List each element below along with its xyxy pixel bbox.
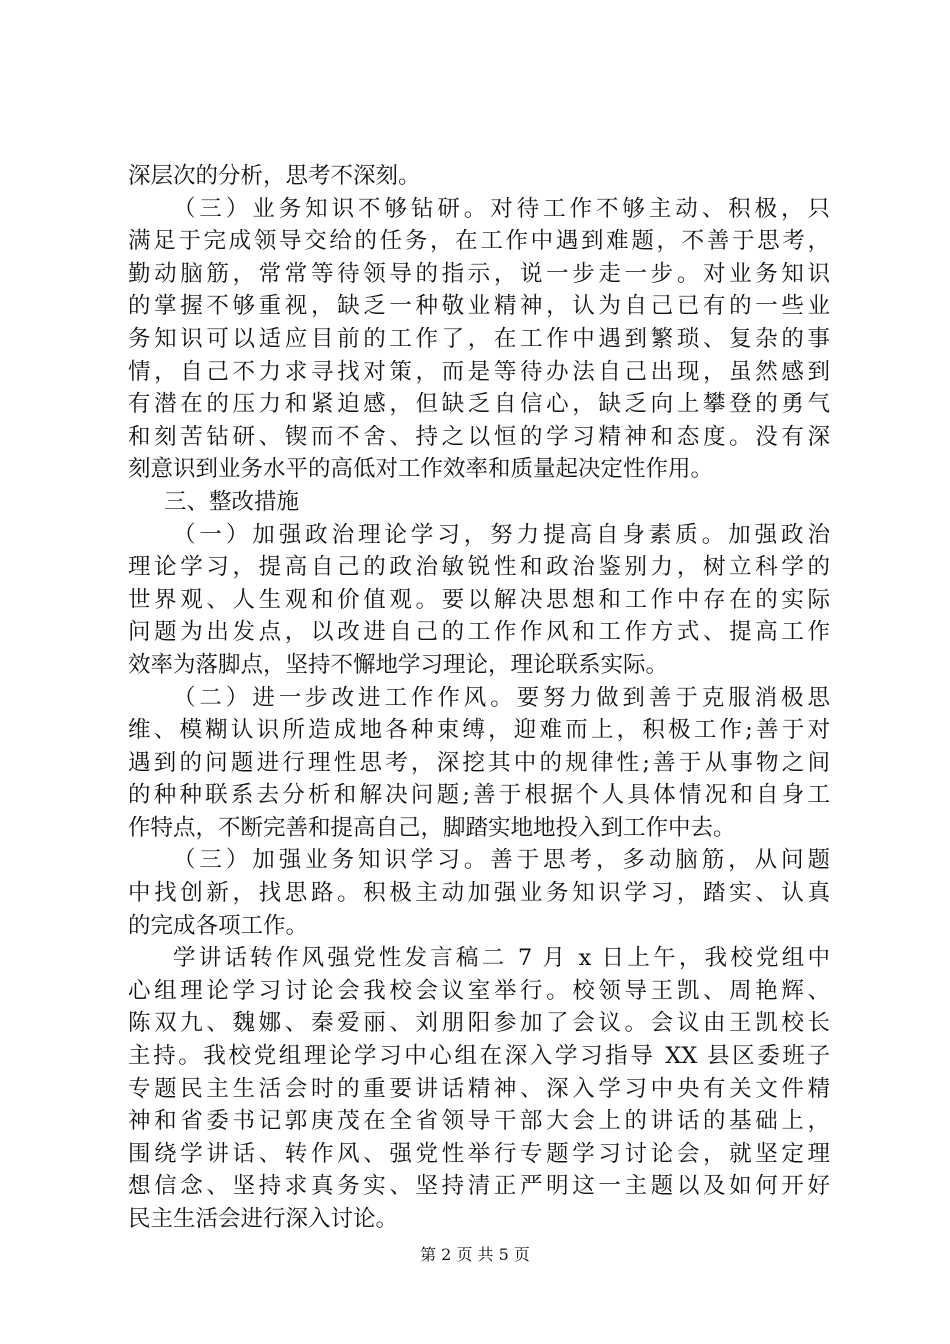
paragraph-line: 作特点，不断完善和提高自己，脚踏实地地投入到工作中去。 xyxy=(128,814,736,841)
paragraph-line: 有潜在的压力和紧迫感，但缺乏自信心，缺乏向上攀登的勇气 xyxy=(128,391,830,418)
paragraph-line: 的掌握不够重视，缺乏一种敬业精神，认为自己已有的一些业 xyxy=(128,293,830,320)
paragraph-line: 刻意识到业务水平的高低对工作效率和质量起决定性作用。 xyxy=(128,456,714,483)
section-heading: 三、整改措施 xyxy=(164,488,300,515)
paragraph-line: 务知识可以适应目前的工作了，在工作中遇到繁琐、复杂的事 xyxy=(128,325,830,352)
paragraph-line: （二）进一步改进工作作风。要努力做到善于克服消极思 xyxy=(173,684,830,711)
paragraph-line: 心组理论学习讨论会我校会议室举行。校领导王凯、周艳辉、 xyxy=(128,977,830,1004)
paragraph-line: 情，自己不力求寻找对策，而是等待办法自己出现，虽然感到 xyxy=(128,358,830,385)
paragraph-line: 围绕学讲话、转作风、强党性举行专题学习讨论会，就坚定理 xyxy=(128,1140,830,1167)
paragraph-line: （三）加强业务知识学习。善于思考，多动脑筋，从问题 xyxy=(173,847,830,874)
paragraph-line: 陈双九、魏娜、秦爱丽、刘朋阳参加了会议。会议由王凯校长 xyxy=(128,1010,830,1037)
paragraph-line: 主持。我校党组理论学习中心组在深入学习指导 XX 县区委班子 xyxy=(128,1043,830,1070)
paragraph-line: 维、模糊认识所造成地各种束缚，迎难而上，积极工作;善于对 xyxy=(128,717,830,744)
paragraph-line: 想信念、坚持求真务实、坚持清正严明这一主题以及如何开好 xyxy=(128,1173,830,1200)
paragraph-line: 勤动脑筋，常常等待领导的指示，说一步走一步。对业务知识 xyxy=(128,260,830,287)
document-body xyxy=(128,160,830,1236)
paragraph-line: 世界观、人生观和价值观。要以解决思想和工作中存在的实际 xyxy=(128,586,830,613)
paragraph-line: 和刻苦钻研、锲而不舍、持之以恒的学习精神和态度。没有深 xyxy=(128,423,830,450)
paragraph-line: 神和省委书记郭庚茂在全省领导干部大会上的讲话的基础上， xyxy=(128,1108,830,1135)
paragraph-line: 中找创新，找思路。积极主动加强业务知识学习，踏实、认真 xyxy=(128,880,830,907)
paragraph-line: 问题为出发点，以改进自己的工作作风和工作方式、提高工作 xyxy=(128,619,830,646)
paragraph-line: 满足于完成领导交给的任务，在工作中遇到难题，不善于思考， xyxy=(128,228,830,255)
page-number-footer: 第 2 页 共 5 页 xyxy=(420,1245,530,1264)
paragraph-line: 民主生活会进行深入讨论。 xyxy=(128,1206,399,1232)
paragraph-line: 的完成各项工作。 xyxy=(128,912,309,939)
paragraph-line: 理论学习，提高自己的政治敏锐性和政治鉴别力，树立科学的 xyxy=(128,554,830,581)
paragraph-line: （一）加强政治理论学习，努力提高自身素质。加强政治 xyxy=(173,521,830,548)
paragraph-line: 学讲话转作风强党性发言稿二 7 月 x 日上午，我校党组中 xyxy=(173,945,830,972)
paragraph-line: 深层次的分析，思考不深刻。 xyxy=(128,163,421,189)
paragraph-line: （三）业务知识不够钻研。对待工作不够主动、积极，只 xyxy=(173,195,830,222)
paragraph-line: 专题民主生活会时的重要讲话精神、深入学习中央有关文件精 xyxy=(128,1075,830,1102)
paragraph-line: 效率为落脚点，坚持不懈地学习理论，理论联系实际。 xyxy=(128,651,669,678)
paragraph-line: 的种种联系去分析和解决问题;善于根据个人具体情况和自身工 xyxy=(128,782,830,809)
paragraph-line: 遇到的问题进行理性思考，深挖其中的规律性;善于从事物之间 xyxy=(128,749,830,776)
